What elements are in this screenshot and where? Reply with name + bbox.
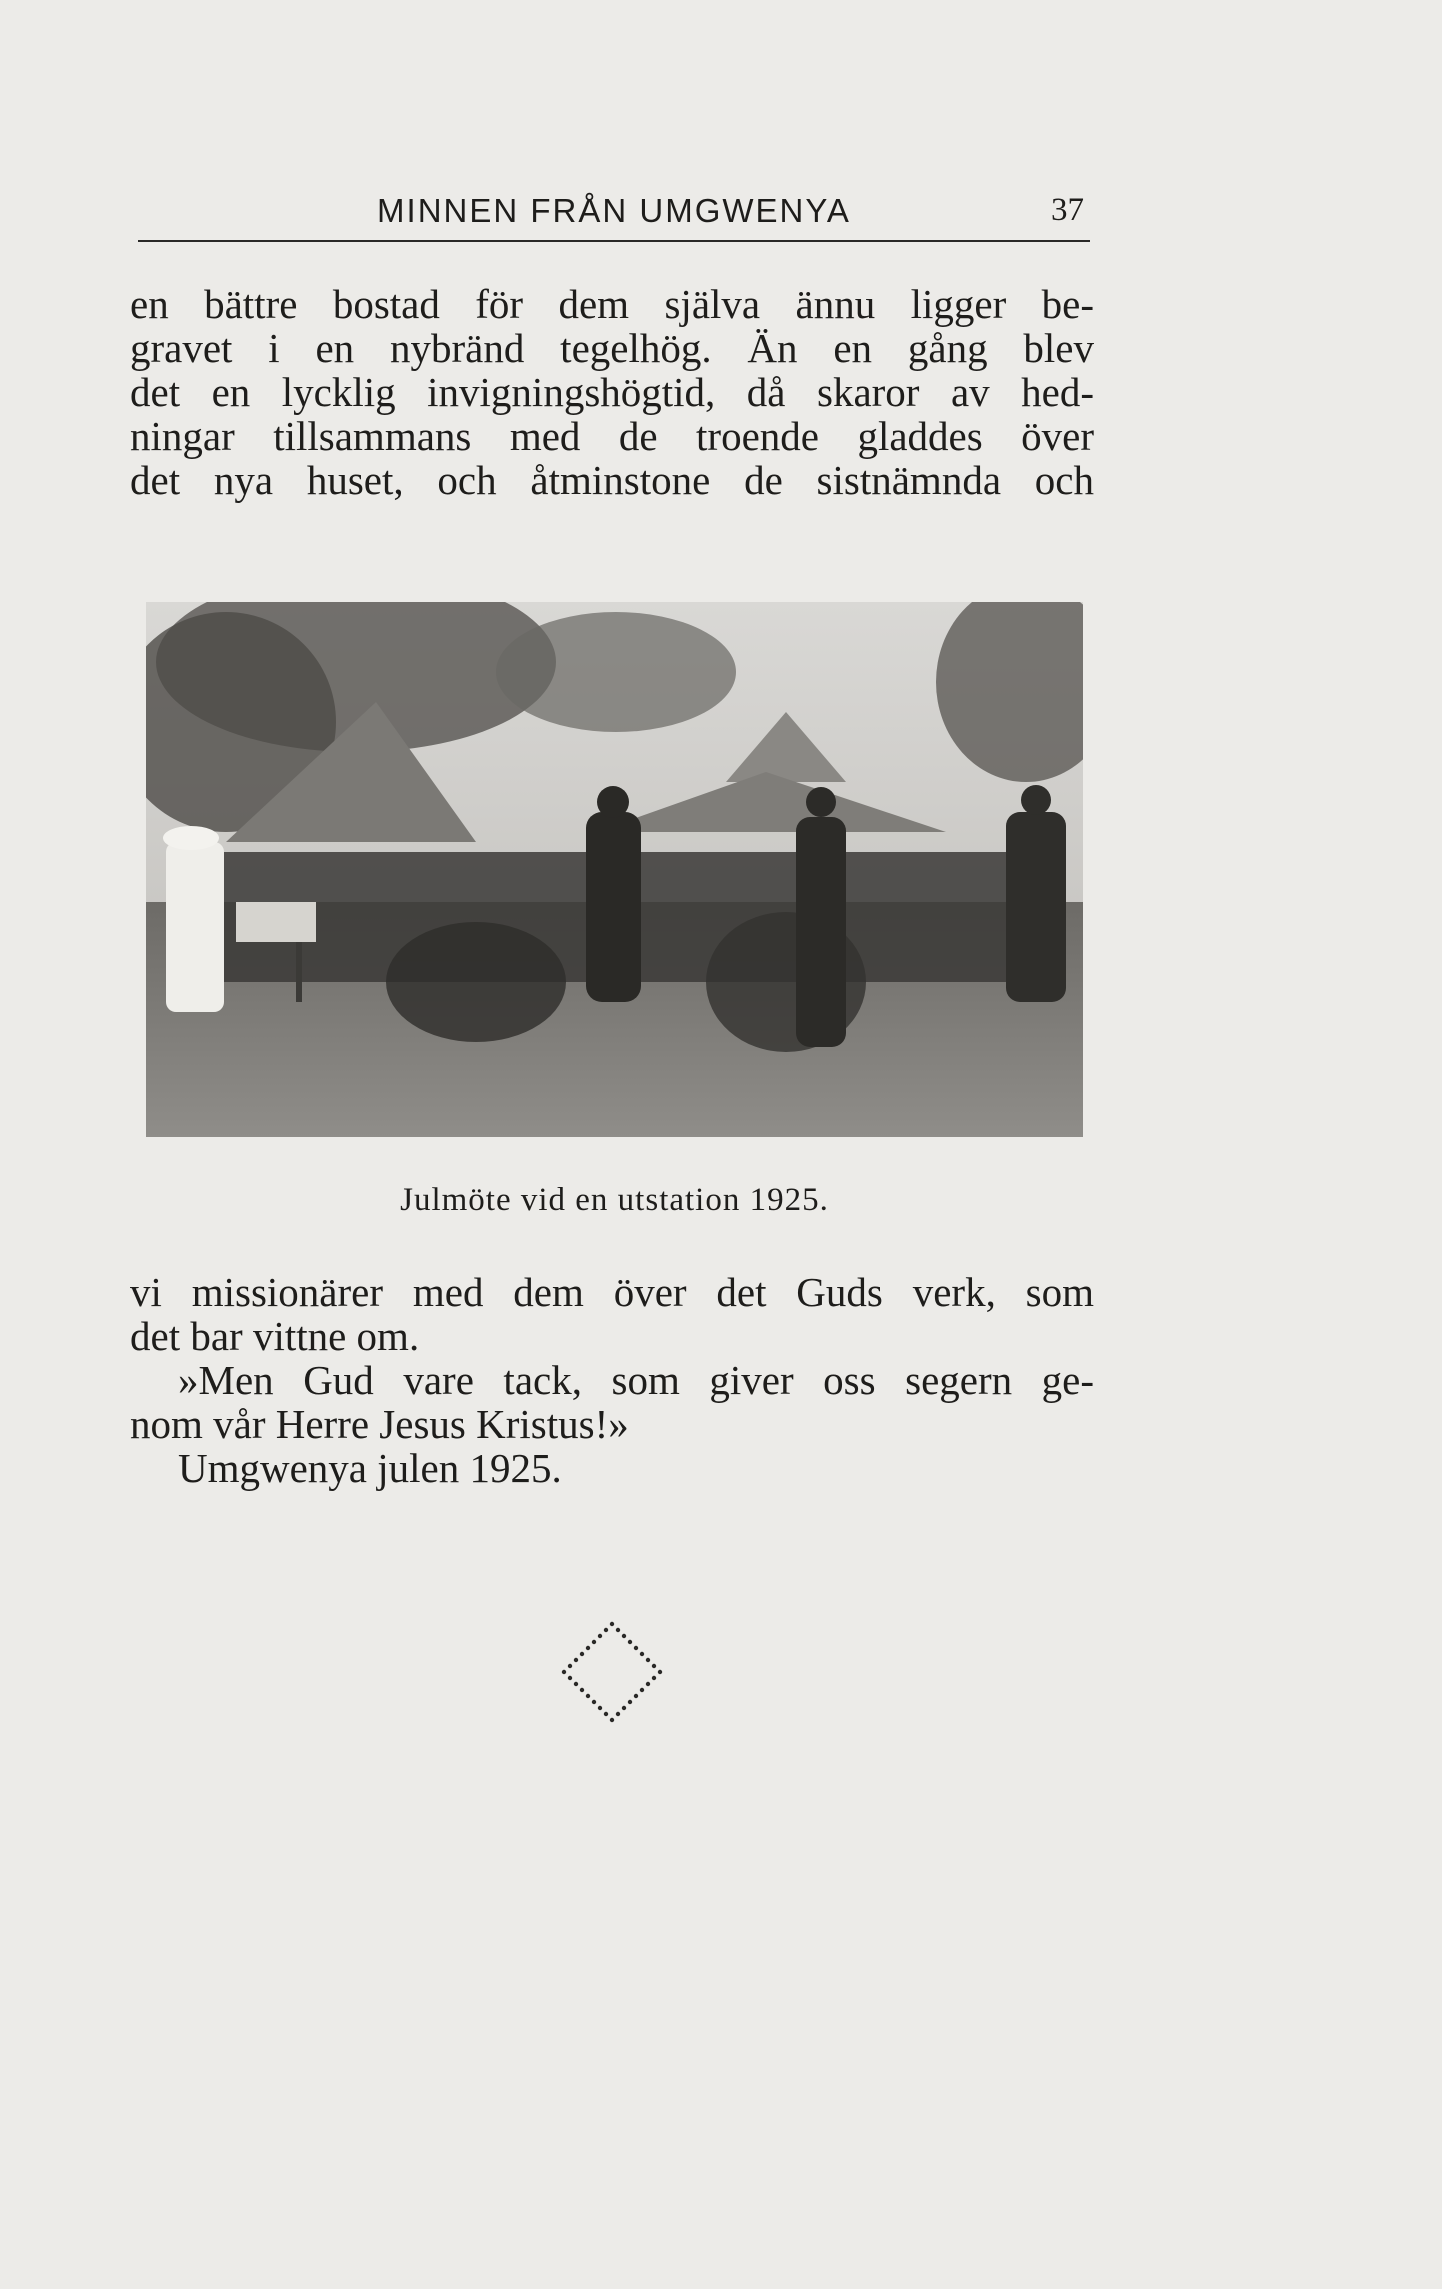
text-line: gravet i en nybränd tegelhög. Än en gång blev	[130, 325, 1094, 371]
dotted-diamond-ornament	[560, 1620, 664, 1724]
photo-caption: Julmöte vid en utstation 1925.	[400, 1182, 829, 1218]
paragraph-top	[130, 282, 1094, 502]
photograph-christmas-meeting	[146, 602, 1083, 1137]
text-line: det en lycklig invigningshögtid, då skaror av hed-	[130, 369, 1094, 415]
header-rule	[138, 240, 1090, 242]
text-line: »Men Gud vare tack, som giver oss segern ge-	[178, 1357, 1094, 1403]
page-number: 37	[1051, 192, 1084, 228]
text-line: det bar vittne om.	[130, 1313, 420, 1359]
text-line: en bättre bostad för dem själva ännu ligger be-	[130, 281, 1094, 327]
running-title: MINNEN FRÅN UMGWENYA	[377, 192, 851, 229]
running-head	[138, 188, 1090, 236]
text-line: det nya huset, och åtminstone de sistnämnda och	[130, 457, 1094, 503]
text-line: vi missionärer med dem över det Guds verk, som	[130, 1269, 1094, 1315]
photo-illustration	[146, 602, 1083, 1137]
text-line: nom vår Herre Jesus Kristus!»	[130, 1401, 629, 1447]
paragraph-bottom	[130, 1270, 1094, 1490]
text-line: ningar tillsammans med de troende gladdes över	[130, 413, 1094, 459]
signature-line: Umgwenya julen 1925.	[178, 1445, 562, 1491]
